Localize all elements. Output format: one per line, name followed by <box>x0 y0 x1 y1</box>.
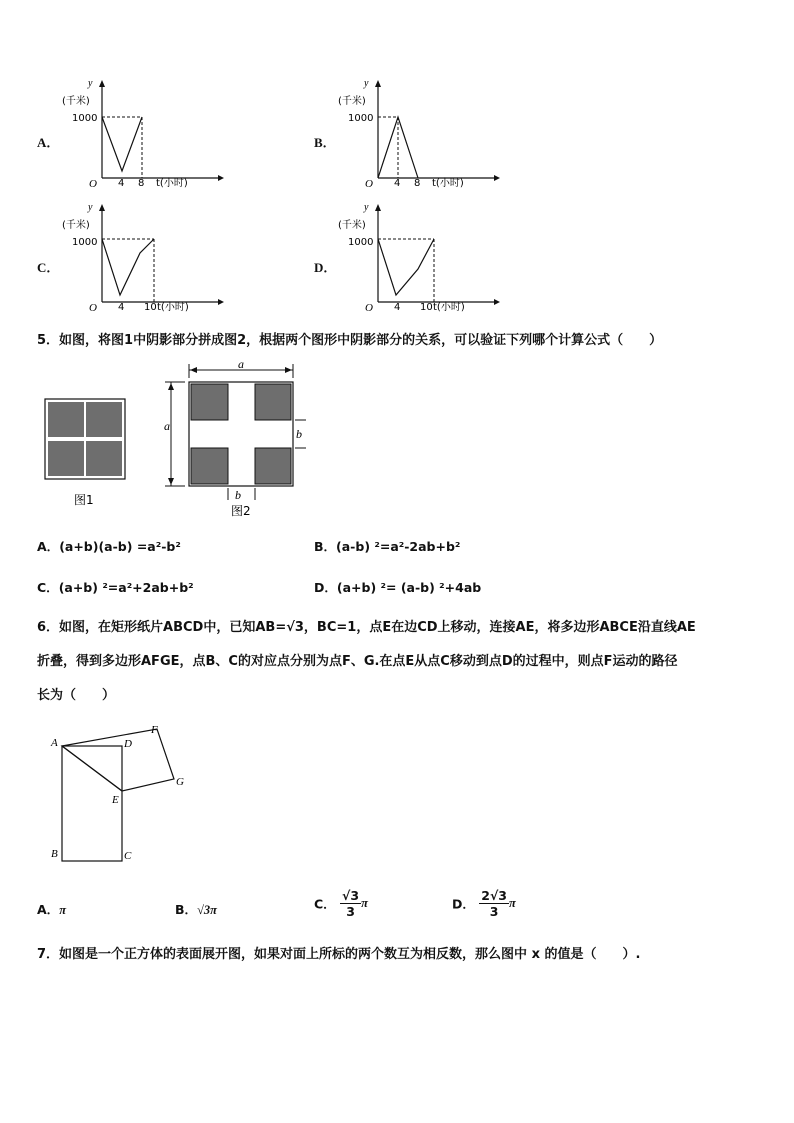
svg-text:C: C <box>124 850 132 862</box>
q6-stem-line1: 6．如图，在矩形纸片ABCD中，已知AB=√3，BC=1，点E在边CD上移动，连接AE，将多边形ABCE沿直线AE <box>37 620 696 635</box>
svg-text:b: b <box>235 488 241 502</box>
option-label: C． <box>37 260 60 275</box>
svg-text:F: F <box>151 724 158 736</box>
q5-option-c[interactable]: C．(a+b) ²=a²+2ab+b² <box>37 580 194 595</box>
q7-stem: 7．如图是一个正方体的表面展开图，如果对面上所标的两个数互为相反数，那么图中 x 的值是（ ）. <box>37 947 641 962</box>
q6-stem-line2: 折叠，得到多边形AFGE，点B、C的对应点分别为点F、G.在点E从点C移动到点D的过程中，则点F运动的路径 <box>37 654 678 669</box>
q5-option-a[interactable]: A．(a+b)(a-b) =a²-b² <box>37 539 181 554</box>
option-label: A． <box>37 135 60 150</box>
graph-c <box>58 199 228 319</box>
svg-text:(千米): (千米) <box>338 96 366 107</box>
svg-text:t(小时): t(小时) <box>433 302 465 313</box>
svg-text:y: y <box>88 202 93 213</box>
fig2-caption: 图2 <box>231 504 251 518</box>
svg-text:y: y <box>364 202 369 213</box>
svg-text:10: 10 <box>144 302 157 313</box>
svg-text:G: G <box>176 776 184 788</box>
svg-text:t(小时): t(小时) <box>156 178 188 189</box>
q5-figures <box>40 360 330 520</box>
svg-text:O: O <box>89 302 97 314</box>
q6-stem-line3: 长为（ ） <box>37 688 116 703</box>
svg-text:A: A <box>51 737 58 749</box>
q5-option-d[interactable]: D．(a+b) ²= (a-b) ²+4ab <box>314 580 482 595</box>
svg-text:(千米): (千米) <box>338 220 366 231</box>
svg-text:4: 4 <box>118 178 125 189</box>
svg-text:4: 4 <box>394 178 401 189</box>
svg-text:E: E <box>112 794 119 806</box>
q6-option-b[interactable]: B．√3π <box>175 902 217 917</box>
svg-text:(千米): (千米) <box>62 220 90 231</box>
svg-text:4: 4 <box>394 302 401 313</box>
svg-text:B: B <box>51 848 58 860</box>
svg-text:4: 4 <box>118 302 125 313</box>
svg-text:8: 8 <box>138 178 145 189</box>
svg-text:8: 8 <box>414 178 421 189</box>
svg-text:1000: 1000 <box>348 237 374 248</box>
q6-figure <box>40 715 210 875</box>
option-label: D． <box>314 260 337 275</box>
graph-d <box>334 199 504 319</box>
svg-text:b: b <box>296 427 302 441</box>
svg-text:y: y <box>364 78 369 89</box>
svg-text:O: O <box>89 178 97 190</box>
q6-option-a[interactable]: A．π <box>37 902 67 917</box>
q5-stem: 5．如图，将图1中阴影部分拼成图2，根据两个图形中阴影部分的关系，可以验证下列哪个计算公式（ ） <box>37 333 663 348</box>
svg-text:y: y <box>88 78 93 89</box>
svg-text:a: a <box>238 360 244 371</box>
svg-text:1000: 1000 <box>72 113 98 124</box>
option-label: B． <box>314 135 336 150</box>
q5-option-b[interactable]: B．(a-b) ²=a²-2ab+b² <box>314 539 461 554</box>
svg-text:D: D <box>124 738 132 750</box>
svg-text:10: 10 <box>420 302 433 313</box>
graph-b <box>334 75 504 195</box>
svg-text:O: O <box>365 178 373 190</box>
svg-text:(千米): (千米) <box>62 96 90 107</box>
svg-text:1000: 1000 <box>72 237 98 248</box>
svg-text:O: O <box>365 302 373 314</box>
svg-text:t(小时): t(小时) <box>432 178 464 189</box>
fig1-caption: 图1 <box>74 493 94 507</box>
svg-text:a: a <box>164 419 170 433</box>
graph-a <box>58 75 228 195</box>
svg-text:t(小时): t(小时) <box>157 302 189 313</box>
svg-text:1000: 1000 <box>348 113 374 124</box>
q6-option-d[interactable]: D． $\frac{2√3}{3}$ π <box>452 888 516 919</box>
q6-option-c[interactable]: C． $\frac{√3}{3}$ π <box>314 888 368 919</box>
